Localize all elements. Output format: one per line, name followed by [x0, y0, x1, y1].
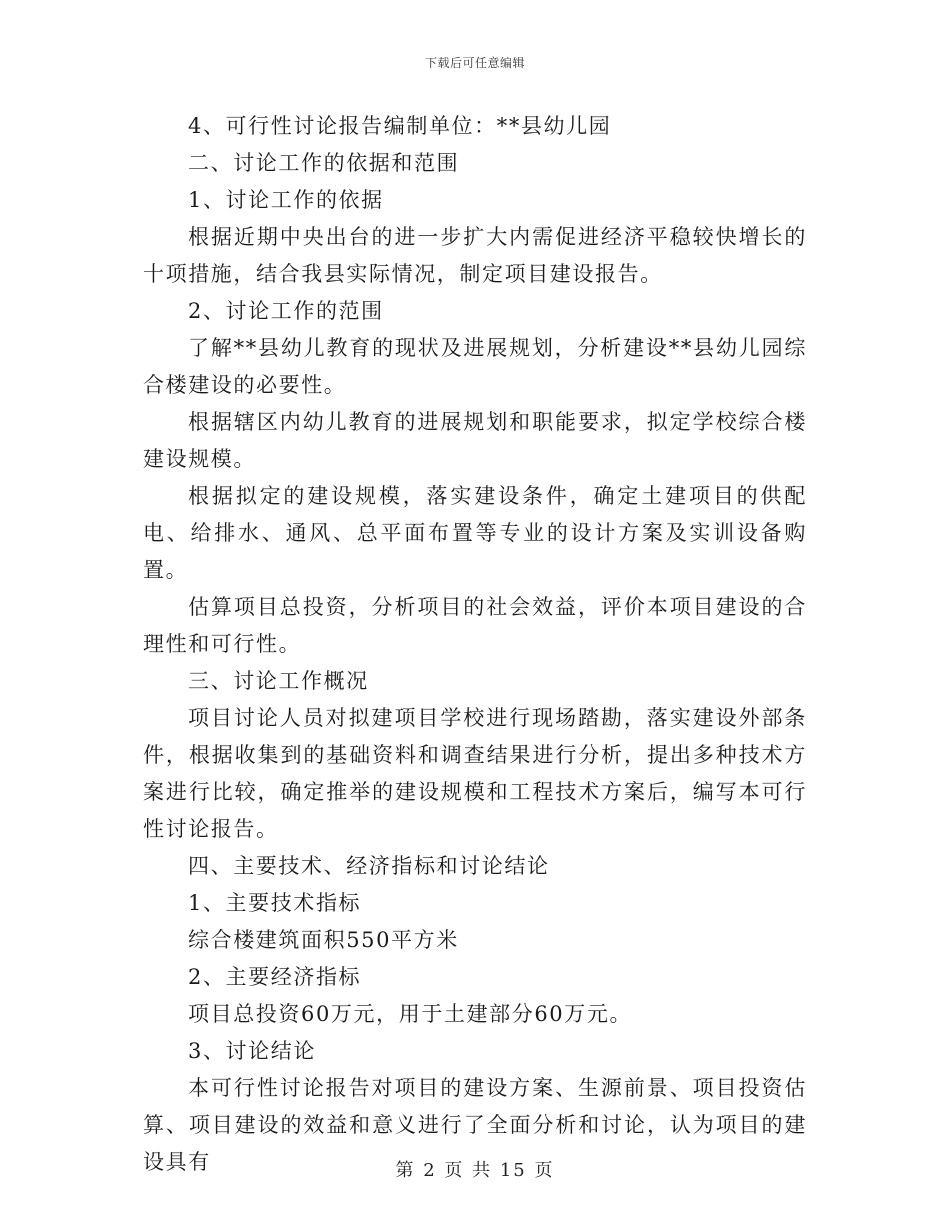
subsection-heading: 1、讨论工作的依据	[188, 188, 384, 212]
paragraph: 根据拟定的建设规模，落实建设条件，确定土建项目的供配电、给排水、通风、总平面布置等专业的设计方案及实训设备购置。	[143, 484, 807, 582]
paragraph: 估算项目总投资，分析项目的社会效益，评价本项目建设的合理性和可行性。	[143, 595, 807, 656]
subsection-heading: 2、主要经济指标	[188, 965, 362, 989]
subsection-heading: 1、主要技术指标	[188, 891, 362, 915]
paragraph: 本可行性讨论报告对项目的建设方案、生源前景、项目投资估算、项目建设的效益和意义进行了全面分析和讨论，认为项目的建设具有	[143, 1076, 807, 1174]
section-heading: 三、讨论工作概况	[188, 669, 369, 693]
paragraph: 4、可行性讨论报告编制单位：**县幼儿园	[188, 114, 612, 138]
paragraph: 项目总投资60万元，用于土建部分60万元。	[188, 1002, 633, 1026]
document-body	[143, 108, 807, 1181]
subsection-heading: 3、讨论结论	[188, 1039, 316, 1063]
section-heading: 二、讨论工作的依据和范围	[188, 151, 460, 175]
paragraph: 综合楼建筑面积550平方米	[188, 928, 459, 952]
paragraph: 项目讨论人员对拟建项目学校进行现场踏勘，落实建设外部条件，根据收集到的基础资料和调查结果进行分析，提出多种技术方案进行比较，确定推举的建设规模和工程技术方案后，编写本可行性讨论报告。	[143, 706, 807, 841]
paragraph: 了解**县幼儿教育的现状及进展规划，分析建设**县幼儿园综合楼建设的必要性。	[143, 336, 807, 397]
page-number-footer: 第 2 页 共 15 页	[395, 1160, 555, 1181]
paragraph: 根据辖区内幼儿教育的进展规划和职能要求，拟定学校综合楼建设规模。	[143, 410, 807, 471]
section-heading: 四、主要技术、经济指标和讨论结论	[188, 854, 550, 878]
page-header-note: 下载后可任意编辑	[424, 56, 525, 70]
paragraph: 根据近期中央出台的进一步扩大内需促进经济平稳较快增长的十项措施，结合我县实际情况，制定项目建设报告。	[143, 225, 807, 286]
subsection-heading: 2、讨论工作的范围	[188, 299, 384, 323]
